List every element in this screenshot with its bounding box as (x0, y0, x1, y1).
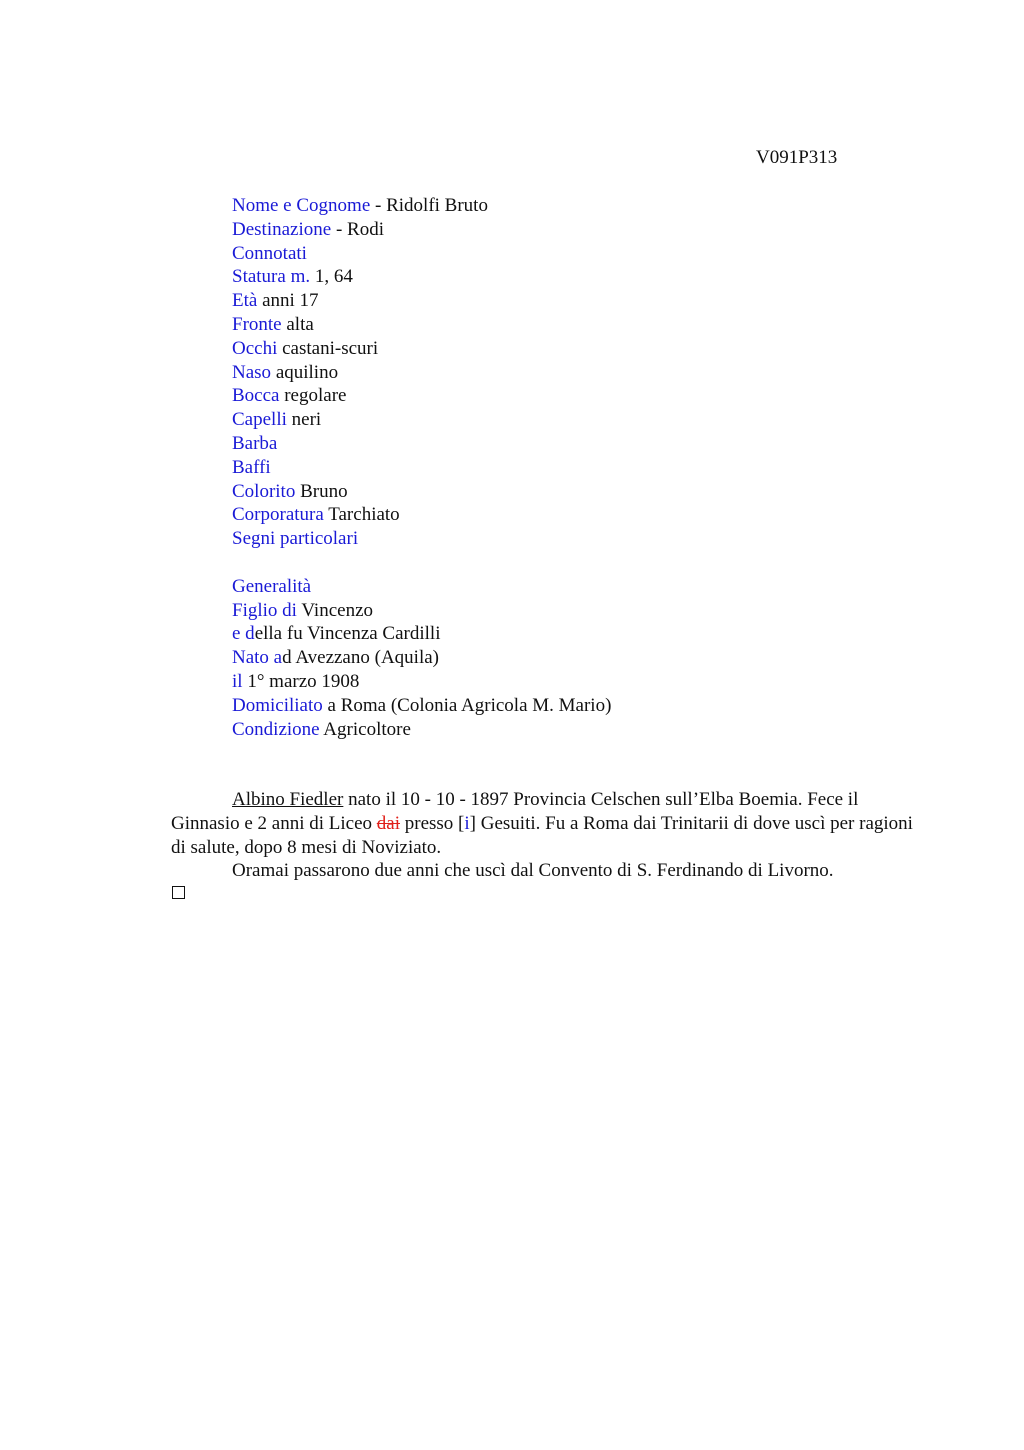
field-label: Segni particolari (232, 528, 359, 550)
field-baffi (232, 456, 611, 480)
field-label: Naso (232, 361, 272, 383)
field-value: ella fu Vincenza Cardilli (254, 623, 441, 645)
field-label: Occhi (232, 337, 278, 359)
field-condizione (232, 718, 611, 742)
deleted-word: dai (376, 812, 400, 834)
field-label: Connotati (232, 242, 307, 264)
field-destinazione (232, 218, 611, 242)
field-eta (232, 289, 611, 313)
inserted-letter: i (464, 812, 470, 834)
field-value: Vincenzo (296, 599, 374, 621)
field-label: Colorito (232, 480, 296, 502)
field-value: 1° marzo 1908 (242, 670, 360, 692)
field-capelli (232, 408, 611, 432)
narrative-text: presso [ (400, 812, 465, 834)
field-label: Fronte (232, 313, 282, 335)
field-colorito (232, 480, 611, 504)
checkbox-square-icon (172, 886, 185, 899)
field-value: alta (281, 313, 314, 335)
narrative-paragraph-1 (171, 788, 931, 859)
document-reference: V091P313 (756, 147, 838, 168)
narrative-paragraph-2: Oramai passarono due anni che uscì dal Convento di S. Ferdinando di Livorno. (232, 860, 834, 882)
field-statura (232, 265, 611, 289)
field-value: d Avezzano (Aquila) (282, 647, 439, 669)
field-label: Bocca (232, 385, 280, 407)
field-barba (232, 432, 611, 456)
field-domiciliato (232, 694, 611, 718)
field-naso (232, 361, 611, 385)
field-connotati (232, 242, 611, 266)
field-label: Baffi (232, 456, 271, 478)
field-label: Figlio di (232, 599, 297, 621)
field-label: Età (232, 290, 258, 312)
section-heading: Generalità (232, 575, 312, 597)
narrative-block (171, 788, 931, 883)
person-name: Albino Fiedler (232, 789, 344, 810)
narrative-text: nato il 10 - 10 - 1897 Provincia Celschen sull’Elba Boemia. Fece il Ginnasio e 2 anni di Liceo (171, 789, 859, 834)
personal-details (232, 194, 611, 741)
field-figlio-di (232, 599, 611, 623)
field-label: Condizione (232, 718, 320, 740)
field-value: - Rodi (331, 218, 384, 240)
field-fronte (232, 313, 611, 337)
field-data-nascita (232, 670, 611, 694)
field-label: Corporatura (232, 504, 324, 526)
field-label: Statura m. (232, 266, 311, 288)
field-value: neri (286, 409, 322, 431)
generalita-heading (232, 575, 611, 599)
field-corporatura (232, 503, 611, 527)
field-label: Destinazione (232, 218, 332, 240)
field-nato-a (232, 646, 611, 670)
field-label: Nato a (232, 647, 283, 669)
field-bocca (232, 384, 611, 408)
field-value: Bruno (295, 480, 348, 502)
field-value: anni 17 (257, 290, 319, 312)
narrative-text: ] Gesuiti. Fu a Roma dai Trinitarii di dove uscì per ragioni di salute, dopo 8 mesi di Noviziato. (171, 812, 913, 858)
field-label: Nome e Cognome (232, 195, 371, 216)
field-value: a Roma (Colonia Agricola M. Mario) (322, 694, 612, 716)
field-label: e d (232, 623, 255, 645)
field-madre (232, 622, 611, 646)
field-occhi (232, 337, 611, 361)
field-value: 1, 64 (310, 266, 353, 288)
field-label: Domiciliato (232, 694, 323, 716)
field-value: regolare (279, 385, 347, 407)
field-label: il (232, 670, 243, 692)
field-value: aquilino (271, 361, 339, 383)
field-label: Barba (232, 432, 278, 454)
field-value: castani-scuri (277, 337, 379, 359)
field-segni-particolari (232, 527, 611, 551)
field-label: Capelli (232, 409, 287, 431)
field-value: - Ridolfi Bruto (370, 195, 488, 216)
field-value: Tarchiato (323, 504, 400, 526)
field-value: Agricoltore (319, 718, 411, 740)
section-spacer (232, 551, 611, 575)
field-nome-cognome (232, 194, 611, 218)
